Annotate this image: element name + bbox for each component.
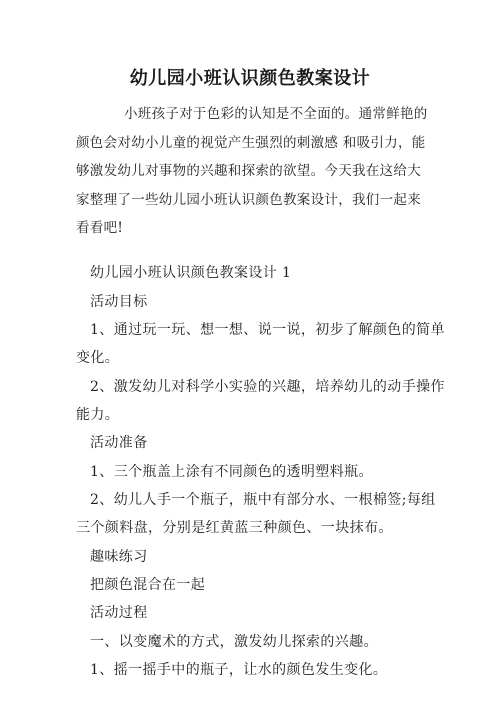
intro-line: 够激发幼儿对事物的兴趣和探索的欲望。今天我在这给大 xyxy=(76,163,421,180)
body-line: 2、幼儿人手一个瓶子，瓶中有部分水、一根棉签;每组 xyxy=(90,492,436,508)
body-line: 1、三个瓶盖上涂有不同颜色的透明塑料瓶。 xyxy=(90,464,373,480)
document-title: 幼儿园小班认识颜色教案设计 xyxy=(129,68,371,89)
intro-line: 小班孩子对于色彩的认知是不全面的。通常鲜艳的 xyxy=(124,106,428,122)
subheading-objectives: 活动目标 xyxy=(90,294,148,310)
intro-line: 颜色会对幼小儿童的视觉产生强烈的刺激感 和吸引力，能 xyxy=(76,134,426,151)
intro-line: 家整理了一些幼儿园小班认识颜色教案设计，我们一起来 xyxy=(76,191,421,208)
body-line: 变化。 xyxy=(76,350,120,366)
intro-paragraph xyxy=(76,100,426,243)
subheading-practice: 趣味练习 xyxy=(90,549,148,565)
body-line: 2、激发幼儿对科学小实验的兴趣，培养幼儿的动手操作 xyxy=(90,379,445,395)
body-line: 1、通过玩一玩、想一想、说一说，初步了解颜色的简单 xyxy=(90,322,445,338)
body-line: 三个颜料盘，分别是红黄蓝三种颜色、一块抹布。 xyxy=(76,520,393,536)
intro-line: 看看吧! xyxy=(76,220,124,237)
body-line: 一、以变魔术的方式，激发幼儿探索的兴趣。 xyxy=(90,634,378,650)
section-heading: 幼儿园小班认识颜色教案设计 1 xyxy=(90,265,292,281)
subheading-process: 活动过程 xyxy=(90,605,148,621)
body-line: 1、摇一摇手中的瓶子，让水的颜色发生变化。 xyxy=(90,662,388,678)
subheading-preparation: 活动准备 xyxy=(90,435,148,451)
body-line: 把颜色混合在一起 xyxy=(90,577,206,593)
body-line: 能力。 xyxy=(76,407,120,423)
